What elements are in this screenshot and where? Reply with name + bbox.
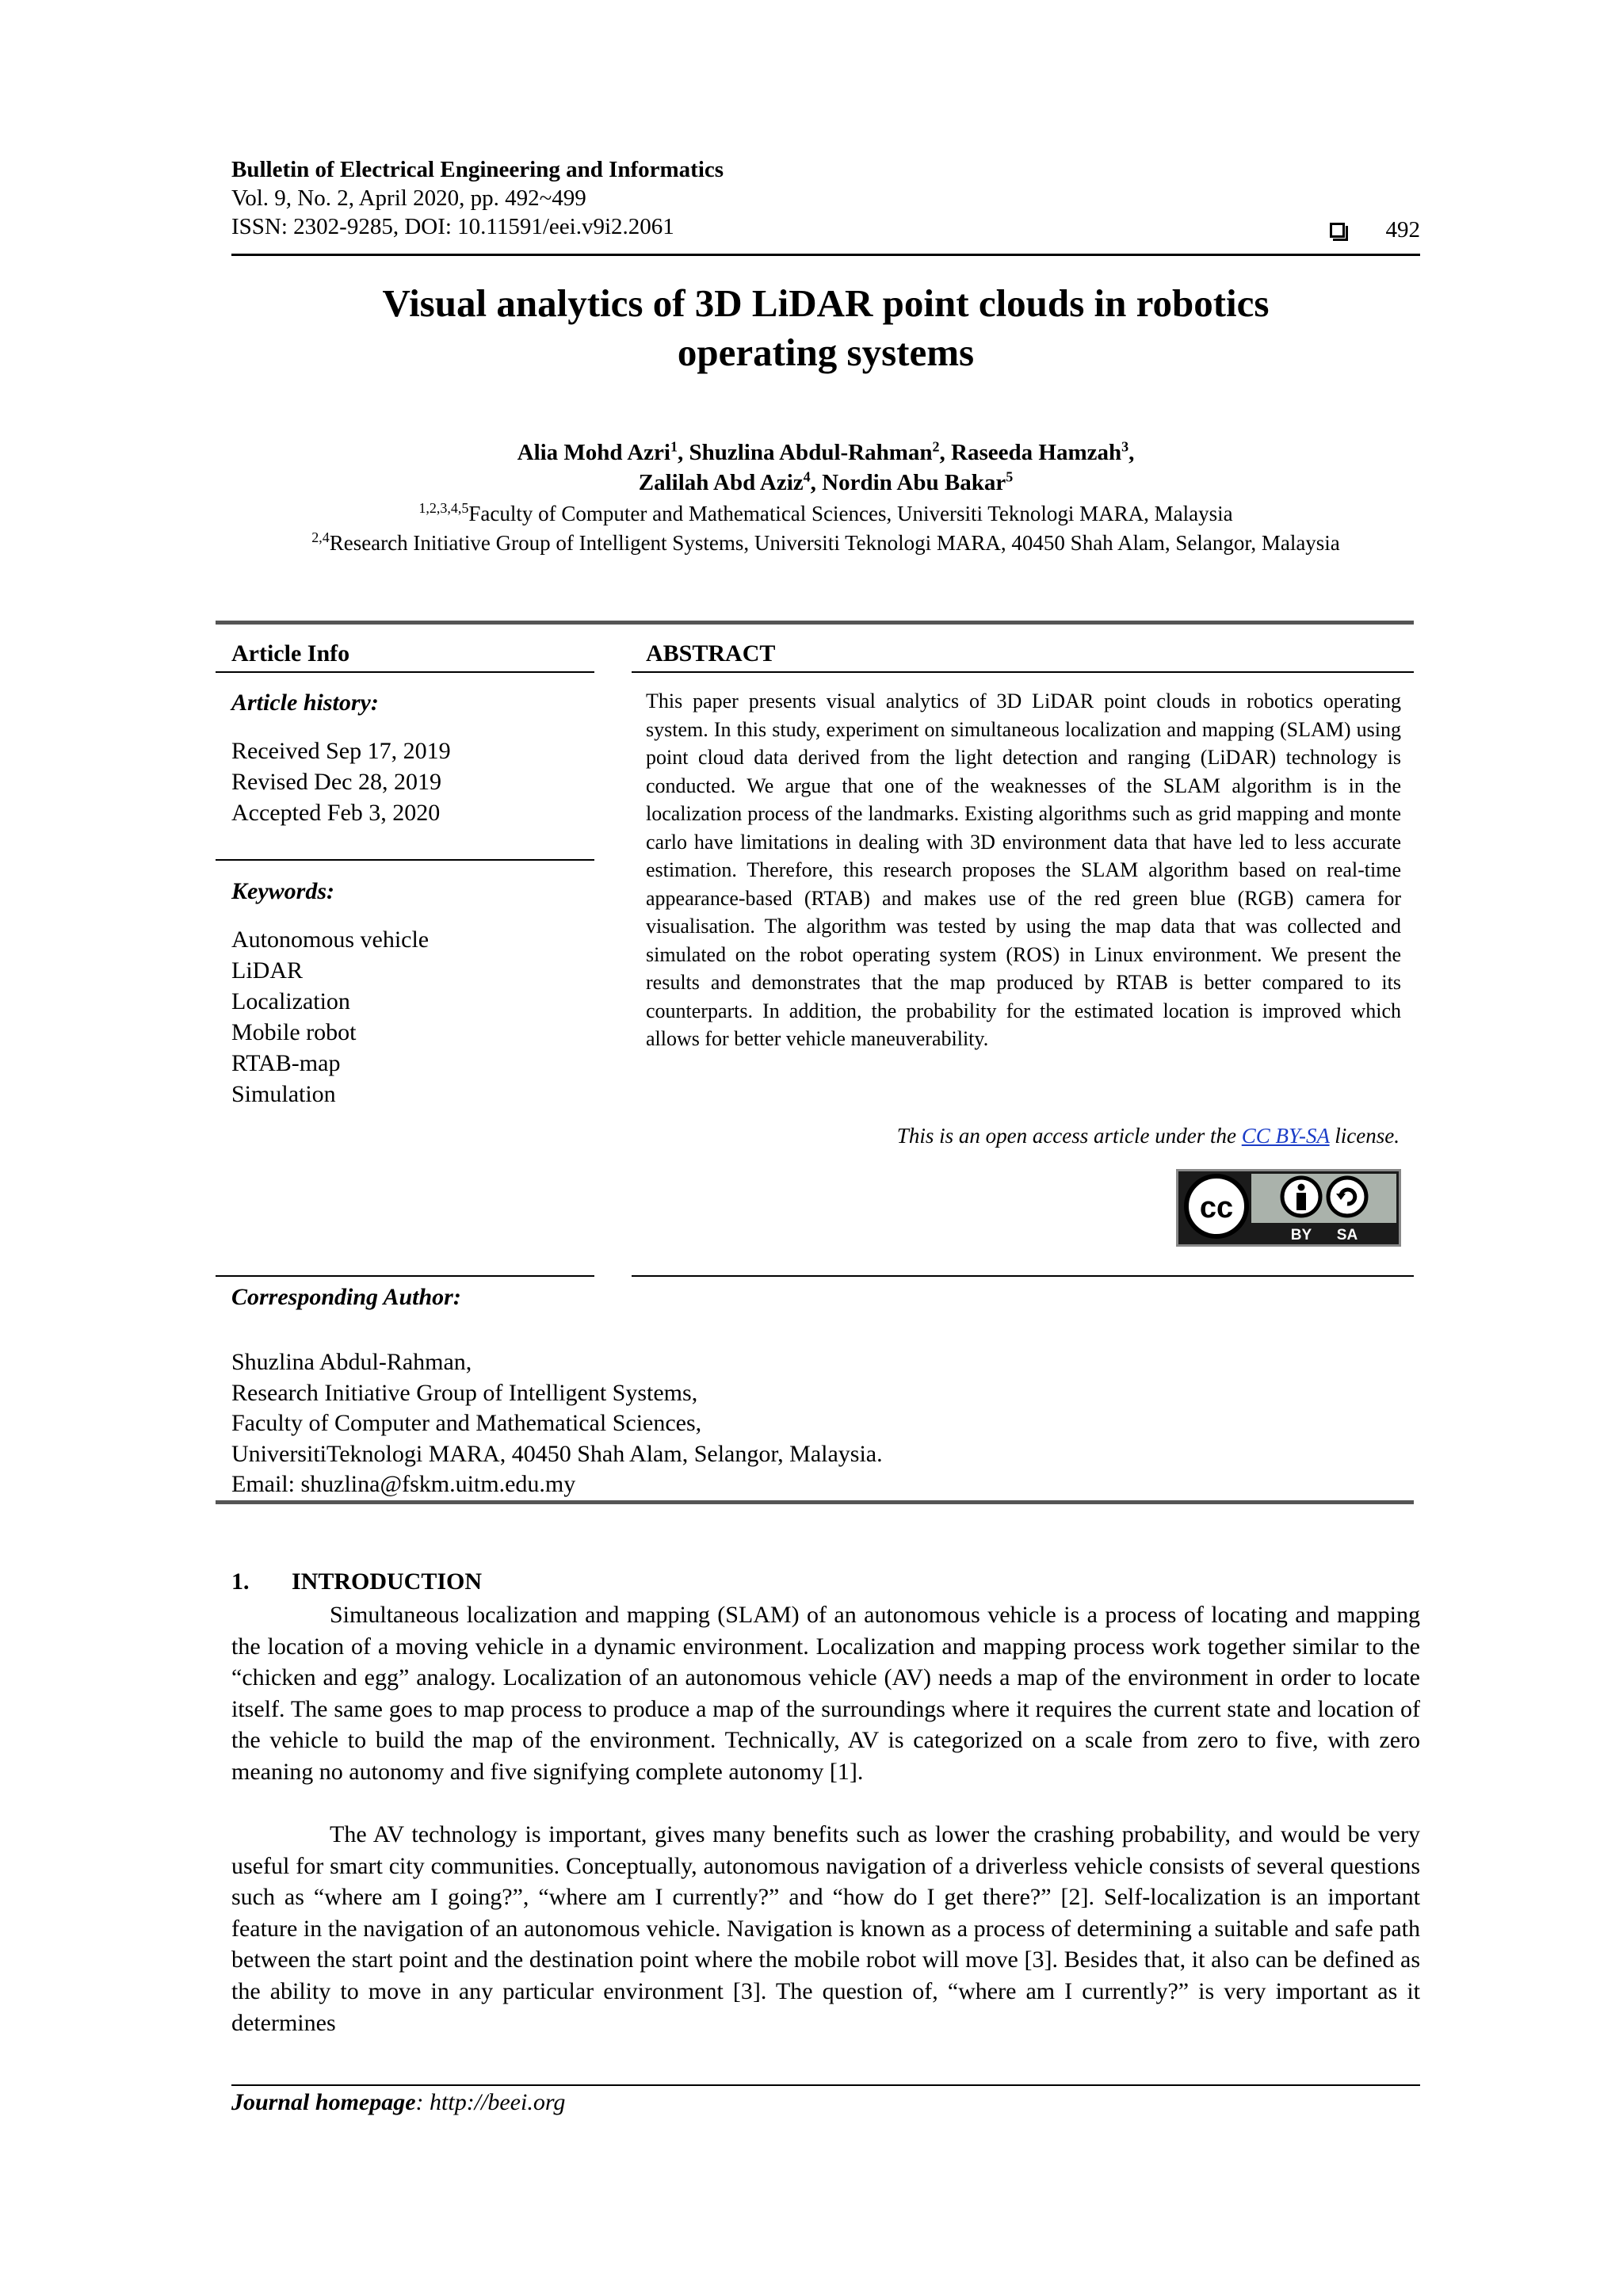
author-affil-sup: 4 (803, 468, 811, 485)
corresponding-heading: Corresponding Author: (231, 1284, 461, 1310)
keyword-list (231, 924, 429, 1110)
affiliation-sup: 1,2,3,4,5 (418, 500, 469, 516)
title-line-1: Visual analytics of 3D LiDAR point clouds in robotics (382, 281, 1270, 325)
corresponding-line: UniversitiTeknologi MARA, 40450 Shah Alam, Selangor, Malaysia. (231, 1440, 883, 1467)
keyword-item: RTAB-map (231, 1050, 341, 1076)
corresponding-email: Email: shuzlina@fskm.uitm.edu.my (231, 1471, 576, 1497)
keyword-item: Simulation (231, 1081, 336, 1107)
paper-title (231, 279, 1420, 377)
license-line (897, 1124, 1400, 1148)
author-affil-sup: 5 (1006, 468, 1014, 485)
license-prefix: This is an open access article under the (896, 1124, 1242, 1148)
author-name: Shuzlina Abdul-Rahman (689, 440, 933, 465)
corresponding-line: Shuzlina Abdul-Rahman, (231, 1349, 472, 1375)
abstract-bottom-rule (632, 1275, 1414, 1277)
affiliation-text: Faculty of Computer and Mathematical Sciences, Universiti Teknologi MARA, Malaysia (468, 502, 1233, 525)
author-affil-sup: 2 (932, 438, 940, 455)
keyword-item: Mobile robot (231, 1019, 357, 1045)
license-link[interactable]: CC BY-SA (1241, 1124, 1330, 1148)
journal-issn: ISSN: 2302-9285, DOI: 10.11591/eei.v9i2.2061 (231, 214, 674, 239)
info-block-top-rule (216, 621, 1414, 625)
title-line-2: operating systems (677, 330, 975, 374)
corresponding-line: Research Initiative Group of Intelligent Systems, (231, 1379, 698, 1406)
affiliation-sup: 2,4 (311, 529, 330, 545)
keyword-item: LiDAR (231, 957, 303, 984)
sa-label: SA (1336, 1227, 1358, 1244)
journal-header (231, 155, 724, 241)
header-rule (231, 254, 1420, 256)
article-history (231, 735, 451, 828)
author-affil-sup: 3 (1121, 438, 1129, 455)
homepage-url[interactable]: : http://beei.org (415, 2089, 566, 2115)
abstract-rule (632, 671, 1414, 673)
box-bullet-icon (1330, 223, 1345, 238)
abstract-heading: ABSTRACT (646, 640, 776, 667)
license-suffix: license. (1329, 1124, 1400, 1148)
affiliation-1 (158, 499, 1493, 529)
footer-rule (231, 2084, 1420, 2086)
abstract-text: This paper presents visual analytics of 3D LiDAR point clouds in robotics operating system. In this study, experiment on simultaneous localization and mapping (SLAM) using point cloud data derived from the light detection and ranging (LiDAR) technology is conducted. We argue that one of the weaknesses of the SLAM algorithm is in the localization process of the landmarks. Existing algorithms such as grid mapping and monte carlo have limitations in dealing with 3D environment data that have led to less accurate estimation. Therefore, this research proposes the SLAM algorithm based on real-time appearance-based (RTAB) and makes use of the red green blue (RGB) camera for visualisation. The algorithm was tested by using the map data that was collected and simulated on the robot operating system (ROS) in Linux environment. We present the results and demonstrates that the map produced by RTAB is better compared to its counterparts. In addition, the probability for the estimated location is improved which allows for better vehicle maneuverability. (646, 690, 1401, 1050)
corresponding-author (231, 1347, 883, 1500)
received-date: Received Sep 17, 2019 (231, 738, 451, 764)
article-history-heading: Article history: (231, 690, 379, 716)
history-keywords-rule (216, 859, 594, 861)
author-name: Alia Mohd Azri (517, 440, 670, 465)
info-block-bottom-rule (216, 1500, 1414, 1504)
intro-paragraph-2: The AV technology is important, gives many benefits such as lower the crashing probability, and would be very useful for smart city communities. Conceptually, autonomous navigation of a driverless vehicle consists of several questions such as “where am I going?”, “where am I currently?” and “how do I get there?” [2]. Self-localization is an important feature in the navigation of an autonomous vehicle. Navigation is known as a process of determining a suitable and safe path between the start point and the destination point where the mobile robot will move [3]. Besides that, it also can be defined as the ability to move in any particular environment [3]. The question of, “where am I currently?” is very important as it determines (231, 1821, 1420, 2036)
affiliations (158, 499, 1493, 558)
article-info-rule (216, 671, 594, 673)
info-bottom-rule (216, 1275, 594, 1277)
journal-volume: Vol. 9, No. 2, April 2020, pp. 492~499 (231, 185, 586, 211)
keywords-heading: Keywords: (231, 878, 334, 904)
cc-badge-graphic (1178, 1171, 1399, 1244)
section-title: INTRODUCTION (292, 1568, 483, 1595)
accepted-date: Accepted Feb 3, 2020 (231, 800, 441, 826)
author-name: Zalilah Abd Aziz (638, 470, 804, 495)
author-list: Alia Mohd Azri$^1$, Shuzlina Abdul-Rahman$^2$, Raseeda Hamzah$^3$, Zalilah Abd Aziz$^4$, Nordin Abu Bakar$^5$ (517, 438, 1135, 495)
author-name: Raseeda Hamzah (951, 440, 1122, 465)
affiliation-text: Research Initiative Group of Intelligent Systems, Universiti Teknologi MARA, 40450 Shah Alam, Selangor, Malaysia (329, 531, 1340, 555)
by-label: BY (1290, 1227, 1312, 1244)
intro-paragraph-1: Simultaneous localization and mapping (SLAM) of an autonomous vehicle is a process of locating and mapping the location of a moving vehicle in a dynamic environment. Localization and mapping process work together similar to the “chicken and egg” analogy. Localization of an autonomous vehicle (AV) needs a map of the environment in order to locate itself. The same goes to map process to produce a map of the surroundings where it requires the current state and location of the vehicle to build the map of the environment. Technically, AV is categorized on a scale from zero to five, with zero meaning no autonomy and five signifying complete autonomy [1]. (231, 1602, 1420, 1785)
article-info-heading: Article Info (231, 640, 350, 667)
section-heading (231, 1568, 482, 1595)
homepage-label: Journal homepage (231, 2089, 416, 2115)
revised-date: Revised Dec 28, 2019 (231, 769, 441, 795)
affiliation-2 (158, 529, 1493, 558)
keyword-item: Localization (231, 988, 350, 1014)
journal-homepage (231, 2089, 565, 2116)
journal-name: Bulletin of Electrical Engineering and Informatics (231, 157, 724, 182)
author-name: Nordin Abu Bakar (822, 470, 1006, 495)
keyword-item: Autonomous vehicle (231, 926, 430, 953)
page-number: 492 (1385, 217, 1420, 243)
cc-by-sa-badge-icon[interactable] (1176, 1169, 1401, 1247)
page-number-block (1330, 217, 1421, 243)
cc-badge-label: cc (1199, 1191, 1234, 1224)
author-affil-sup: 1 (670, 438, 678, 455)
corresponding-line: Faculty of Computer and Mathematical Sciences, (231, 1410, 702, 1436)
section-number: 1. (231, 1568, 250, 1595)
